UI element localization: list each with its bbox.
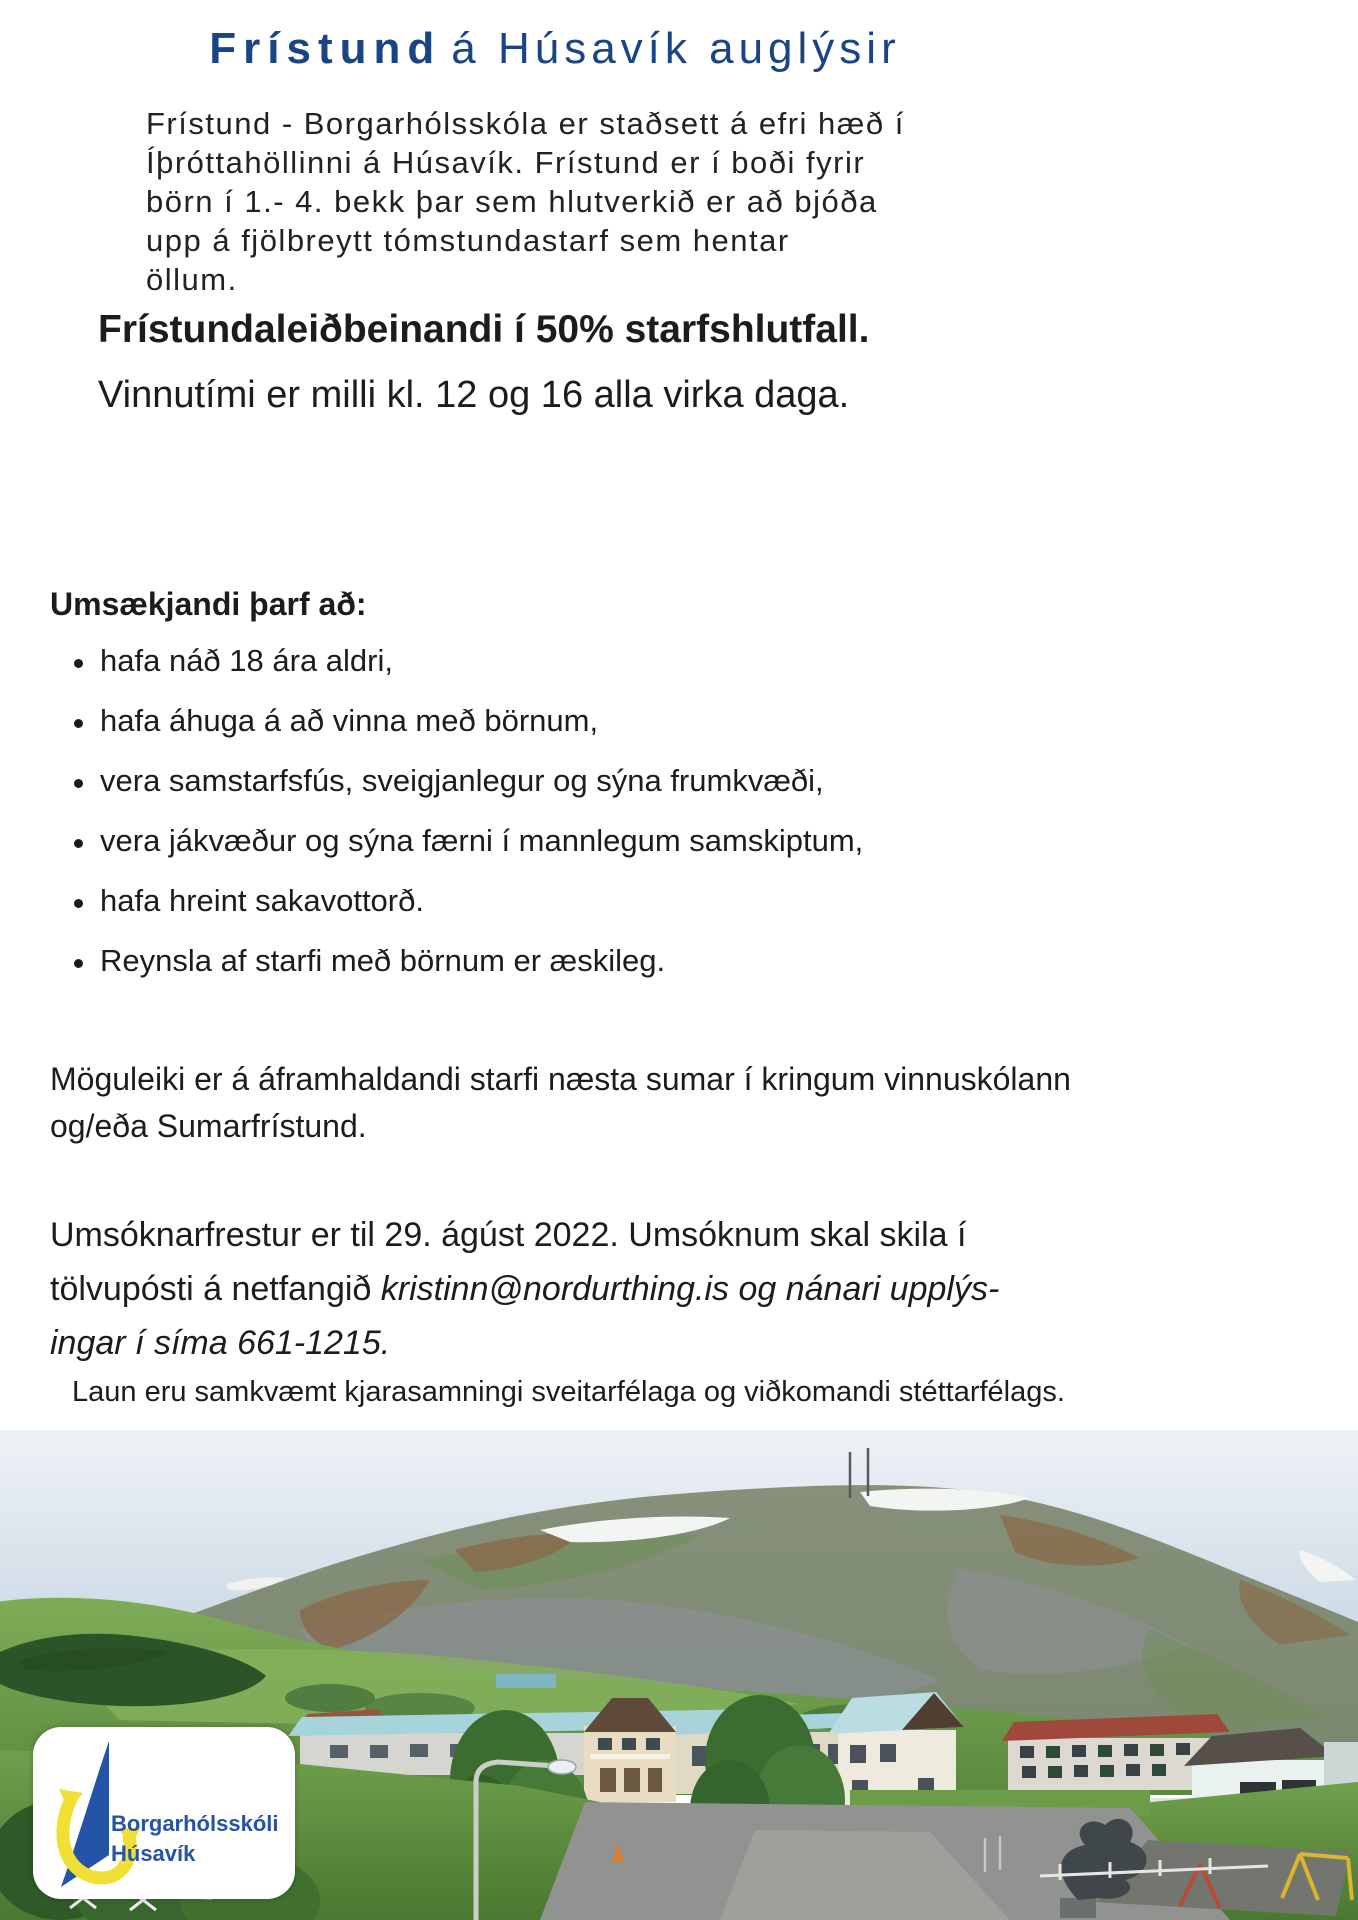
schedule-line: Vinnutími er milli kl. 12 og 16 alla virka daga. — [98, 374, 850, 416]
requirement-item: vera jákvæður og sýna færni í mannlegum samskiptum, — [70, 824, 863, 858]
page-title-rest: á Húsavík auglýsir — [451, 24, 901, 73]
role-heading: Frístundaleiðbeinandi í 50% starfshlutfall. — [98, 308, 870, 351]
continuation-line: Möguleiki er á áframhaldandi starfi næsta sumar í kringum vinnuskólann — [50, 1061, 1071, 1097]
requirement-item: Reynsla af starfi með börnum er æskileg. — [70, 944, 863, 978]
intro-line: börn í 1.- 4. bekk þar sem hlutverkið er að bjóða — [146, 184, 878, 219]
continuation-paragraph — [50, 1056, 1071, 1150]
application-paragraph — [50, 1208, 999, 1370]
school-logo-town: Húsavík — [111, 1841, 196, 1866]
continuation-line: og/eða Sumarfrístund. — [50, 1108, 367, 1144]
distant-hut — [496, 1674, 556, 1688]
application-line: tölvupósti á netfangið kristinn@nordurthing.is og nánari upplýs- — [50, 1270, 1000, 1308]
application-line: ingar í síma 661-1215. — [50, 1324, 391, 1362]
requirement-item: hafa áhuga á að vinna með börnum, — [70, 704, 863, 738]
school-logo-name: Borgarhólsskóli — [111, 1811, 279, 1836]
requirements-heading: Umsækjandi þarf að: — [50, 586, 367, 622]
intro-paragraph — [146, 104, 905, 299]
intro-line: öllum. — [146, 262, 238, 297]
application-line: Umsóknarfrestur er til 29. ágúst 2022. Umsóknum skal skila í — [50, 1216, 967, 1254]
intro-line: Íþróttahöllinni á Húsavík. Frístund er í boði fyrir — [146, 145, 866, 180]
page-title — [0, 24, 1110, 74]
requirement-item: hafa náð 18 ára aldri, — [70, 644, 863, 678]
intro-line: Frístund - Borgarhólsskóla er staðsett á efri hæð í — [146, 106, 905, 141]
intro-line: upp á fjölbreytt tómstundastarf sem hentar — [146, 223, 790, 258]
application-email: kristinn@nordurthing.is og nánari upplýs- — [380, 1270, 1000, 1308]
requirements-list — [70, 644, 863, 1004]
wage-note: Laun eru samkvæmt kjarasamningi sveitarfélaga og viðkomandi stéttarfélags. — [72, 1376, 1065, 1408]
page-title-bold: Frístund — [209, 24, 442, 73]
requirement-item: hafa hreint sakavottorð. — [70, 884, 863, 918]
school-logo-card — [33, 1727, 295, 1899]
requirement-item: vera samstarfsfús, sveigjanlegur og sýna frumkvæði, — [70, 764, 863, 798]
